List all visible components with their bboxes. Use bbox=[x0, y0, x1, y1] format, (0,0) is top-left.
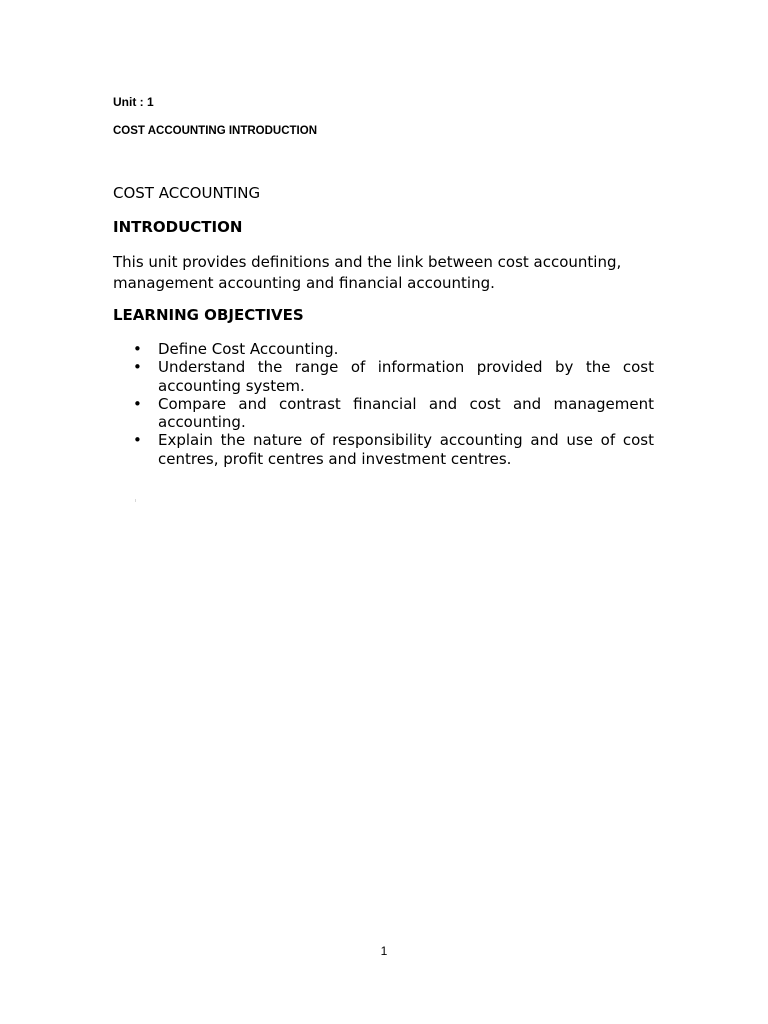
list-item bbox=[113, 340, 658, 358]
unit-title: COST ACCOUNTING INTRODUCTION bbox=[113, 125, 318, 137]
bullet-icon: • bbox=[133, 431, 142, 450]
unit-label: Unit : 1 bbox=[113, 95, 154, 109]
introduction-paragraph: This unit provides definitions and the link between cost accounting, management accounting and financial accounting. bbox=[113, 253, 622, 292]
introduction-heading: INTRODUCTION bbox=[113, 218, 243, 236]
objective-text: Define Cost Accounting. bbox=[158, 340, 339, 358]
list-item bbox=[113, 431, 658, 468]
page-number: 1 bbox=[380, 944, 388, 958]
learning-objectives-list bbox=[113, 340, 658, 468]
list-item bbox=[113, 395, 658, 432]
bullet-icon: • bbox=[133, 340, 142, 358]
objective-text: Compare and contrast financial and cost and management accounting. bbox=[158, 394, 654, 432]
objective-text: Understand the range of information provided by the cost accounting system. bbox=[158, 358, 654, 395]
section-heading: COST ACCOUNTING bbox=[113, 184, 261, 202]
stray-mark bbox=[135, 499, 136, 502]
objective-text: Explain the nature of responsibility accounting and use of cost centres, profit centres and investment centres. bbox=[158, 431, 654, 468]
bullet-icon: • bbox=[133, 394, 142, 413]
list-item bbox=[113, 358, 658, 395]
bullet-icon: • bbox=[133, 358, 142, 377]
learning-objectives-heading: LEARNING OBJECTIVES bbox=[113, 306, 304, 324]
